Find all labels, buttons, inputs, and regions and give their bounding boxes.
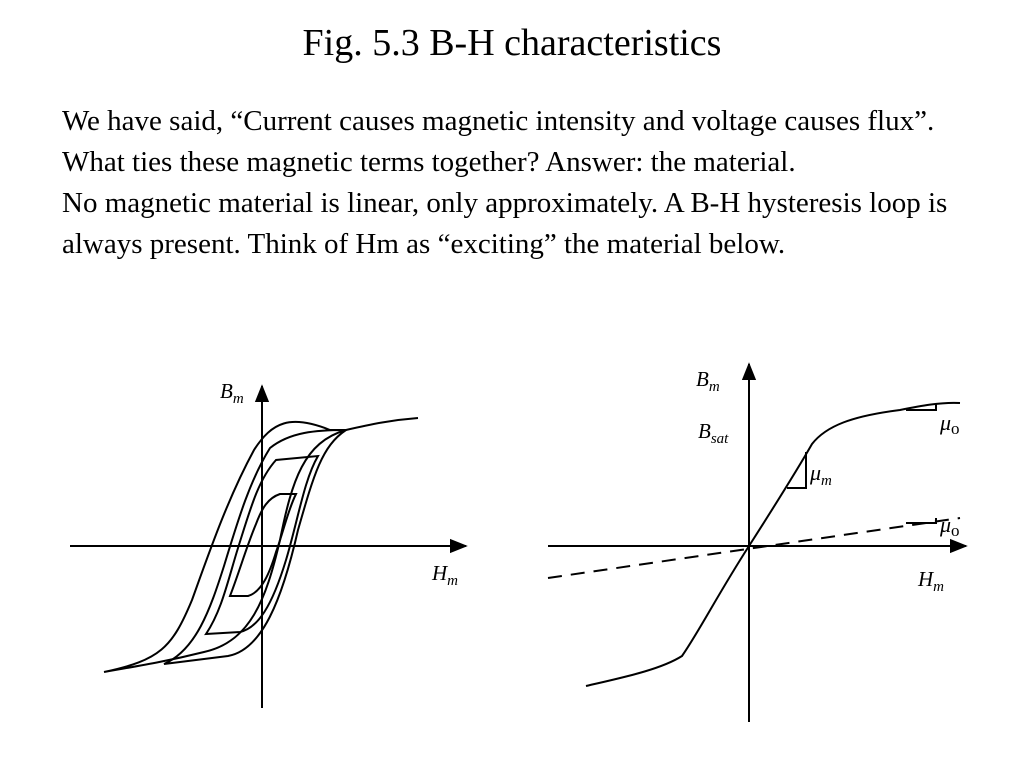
left-b-axis-label: $B_m$ <box>220 379 244 407</box>
paragraph-2: No magnetic material is linear, only approximately. A B-H hysteresis loop is always present. Think of Hm as “exciting” the material below. <box>62 187 948 260</box>
paragraph-1: We have said, “Current causes magnetic intensity and voltage causes flux”. What ties these magnetic terms together? Answer: the material. <box>62 105 935 178</box>
bh-curve <box>586 403 960 686</box>
mu0-bottom-triangle <box>906 518 936 523</box>
linear-reference-line <box>548 518 960 578</box>
right-h-axis-label: $H_m$ <box>918 567 945 595</box>
slide-title: Fig. 5.3 B-H characteristics <box>302 22 722 64</box>
saturation-diagram <box>548 364 966 722</box>
mu-m-label: $\mu_m$ <box>810 460 832 489</box>
bsat-label: $B_{sat}$ <box>698 419 729 447</box>
mu0-bottom-label: μo <box>940 512 960 540</box>
hysteresis-diagram <box>70 386 466 708</box>
left-h-axis-label: $H_m$ <box>432 561 459 589</box>
mu0-top-label: μo <box>940 410 960 438</box>
right-b-axis-label: $B_m$ <box>696 367 720 395</box>
